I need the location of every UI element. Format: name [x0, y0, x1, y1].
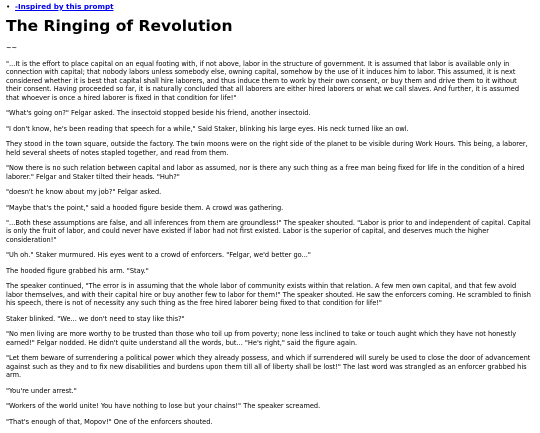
story-paragraph: "You're under arrest.": [6, 386, 77, 395]
bullet-icon: •: [6, 2, 11, 11]
prompt-link-item: [6, 2, 114, 12]
story-body: [6, 44, 534, 433]
story-paragraph: "doesn't he know about my job?" Felgar asked.: [6, 188, 162, 197]
story-paragraph: Staker blinked. "We... we don't need to stay like this?": [6, 314, 185, 323]
story-title: The Ringing of Revolution: [6, 17, 233, 35]
story-paragraph: "I don't know, he's been reading that speech for a while," Said Staker, blinking his large eyes. His neck turned like an owl.: [6, 124, 409, 133]
story-paragraph: "...It is the effort to place capital on an equal footing with, if not above, labor in the structure of government. It is assumed that labor is available only in connection with capital; that nobody labors unless somebody else, owning capital, somehow by the use of it induces him to labor. This assumed, it is next considered whether it is best that capital shall hire laborers, and thus induce them to work by their own consent, or buy them and drive them to it without their consent. Having proceeded so far, it is naturally concluded that all laborers are either hired laborers or what we call slaves. And further, it is assumed that whoever is once a hired laborer is fixed in that condition for life!": [6, 59, 520, 102]
story-paragraph: "Workers of the world unite! You have nothing to lose but your chains!" The speaker screamed.: [6, 402, 321, 411]
story-paragraph: "Maybe that's the point," said a hooded figure beside them. A crowd was gathering.: [6, 203, 284, 212]
story-paragraph: "Now there is no such relation between capital and labor as assumed, nor is there any such thing as a free man being fixed for life in the condition of a hired laborer." Felgar and Staker tilted their heads. "Huh?": [6, 164, 525, 181]
prompt-link[interactable]: -Inspired by this prompt: [15, 2, 114, 11]
story-paragraph: "...Both these assumptions are false, and all inferences from them are groundless!" The speaker shouted. "Labor is prior to and independent of capital. Capital is only the fruit of labor, and could never have existed if labor had not first existed. Labor is the superior of capital, and deserves much the higher consideration!": [6, 218, 531, 245]
story-paragraph: They stood in the town square, outside the factory. The twin moons were on the right side of the planet to be visible during Work Hours. This being, a laborer, held several sheets of notes stapled together, and read from them.: [6, 140, 528, 157]
story-paragraph: The speaker continued, "The error is in assuming that the whole labor of community exists within that relation. A few men own capital, and that few avoid labor themselves, and with their capital hire or buy another few to labor for them!" The speaker shouted. He saw the enforcers coming. He scrambled to finish his speech, there is not of necessity any such thing as the free hired laborer being fixed to that condition for life!": [6, 282, 531, 308]
section-separator: ~~: [6, 44, 18, 52]
story-paragraph: "No men living are more worthy to be trusted than those who toil up from poverty; none less inclined to take or touch aught which they have not honestly earned!" Felgar nodded. He didn't quite understand all the words, but... "He's right," said the figure again.: [6, 330, 517, 347]
story-paragraph: "What's going on?" Felgar asked. The insectoid stopped beside his friend, another insectoid.: [6, 109, 311, 118]
story-paragraph: The hooded figure grabbed his arm. "Stay.": [6, 266, 149, 275]
prompt-link-list: [6, 2, 114, 12]
story-paragraph: "Uh oh." Staker murmured. His eyes went to a crowd of enforcers. "Felgar, we'd better go...": [6, 251, 311, 260]
story-paragraph: "Let them beware of surrendering a political power which they already possess, and which if surrendered will surely be used to close the door of advancement against such as they and to fix new disabilities and burdens upon them till all of liberty shall be lost!" The last word was strangled as an enforcer grabbed his arm.: [6, 354, 531, 380]
story-paragraph: "That's enough of that, Mopov!" One of the enforcers shouted.: [6, 417, 213, 426]
